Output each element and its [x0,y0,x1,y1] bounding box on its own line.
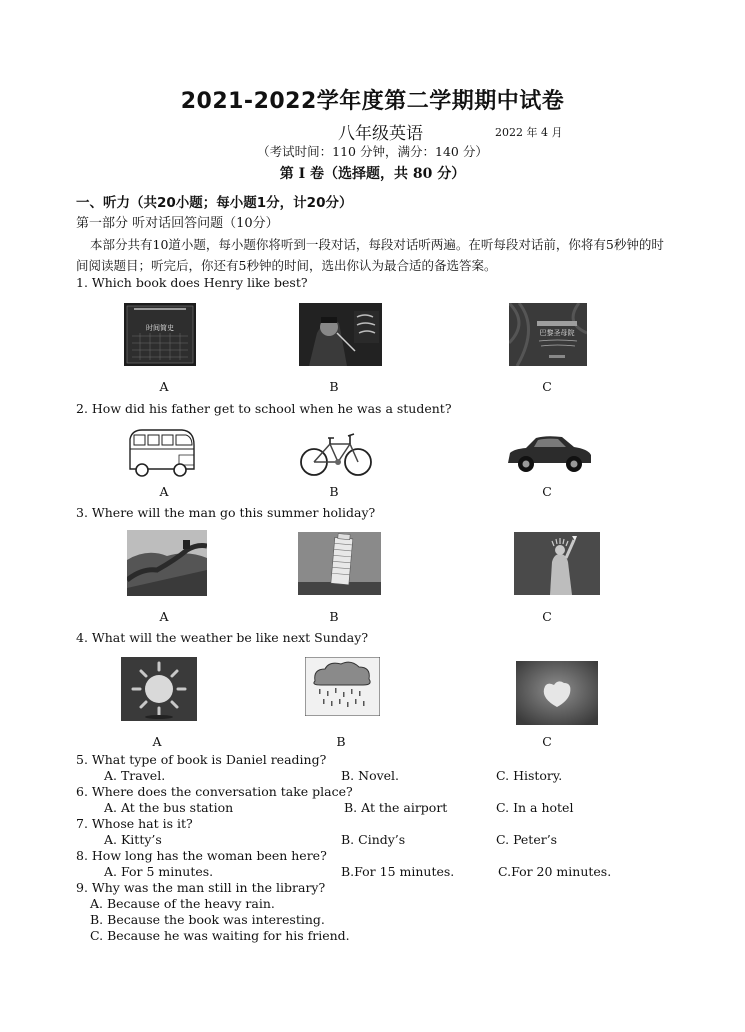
q1-label-b: B [329,379,339,394]
question-9: 9. Why was the man still in the library? [76,880,326,895]
q9-option-a: A. Because of the heavy rain. [90,896,275,911]
car-image [506,431,593,477]
q6-option-b: B. At the airport [344,800,448,815]
q7-option-c: C. Peter’s [496,832,558,847]
q4-label-c: C [542,734,552,749]
q9-option-b: B. Because the book was interesting. [90,912,325,927]
question-1: 1. Which book does Henry like best? [76,275,308,290]
q6-option-a: A. At the bus station [104,800,234,815]
q2-label-b: B [329,484,339,499]
q3-label-a: A [159,609,169,624]
rain-cloud-image [305,657,380,716]
bicycle-image [298,424,374,478]
sun-image [121,657,197,721]
history-book-cover-title: 时间简史 [146,324,174,332]
section-heading: 一、听力（共20小题；每小题1分，计20分） [76,195,353,211]
part-title: 第一部分 听对话回答问题（10分） [76,216,279,231]
volume-heading: 第 I 卷（选择题，共 80 分） [279,166,466,182]
question-6: 6. Where does the conversation take place? [76,784,353,799]
question-5: 5. What type of book is Daniel reading? [76,752,327,767]
q8-option-a: A. For 5 minutes. [104,864,214,879]
q7-option-b: B. Cindy’s [341,832,406,847]
exam-subtitle: 八年级英语 [338,124,423,144]
question-3: 3. Where will the man go this summer holiday? [76,505,376,520]
q3-label-b: B [329,609,339,624]
q2-label-a: A [159,484,169,499]
question-8: 8. How long has the woman been here? [76,848,327,863]
q6-option-c: C. In a hotel [496,800,574,815]
q7-option-a: A. Kitty’s [104,832,162,847]
q5-option-a: A. Travel. [104,768,166,783]
notre-dame-cover-title: 巴黎圣母院 [539,329,575,337]
q5-option-b: B. Novel. [341,768,400,783]
q9-option-c: C. Because he was waiting for his friend. [90,928,350,943]
q4-label-a: A [152,734,162,749]
exam-info: （考试时间：110 分钟，满分：140 分） [257,144,488,159]
exam-title: 2021-2022学年度第二学期期中试卷 [180,89,565,114]
q4-label-b: B [336,734,346,749]
bus-image [124,425,198,481]
question-4: 4. What will the weather be like next Sunday? [76,630,369,645]
great-wall-image [127,530,207,596]
q5-option-c: C. History. [496,768,563,783]
statue-of-liberty-image [514,532,600,595]
q8-option-b: B.For 15 minutes. [341,864,455,879]
cloud-image [516,661,598,725]
q1-label-a: A [159,379,169,394]
notre-dame-book-image [509,303,587,366]
harry-potter-image [299,303,382,366]
q8-option-c: C.For 20 minutes. [498,864,612,879]
question-2: 2. How did his father get to school when he was a student? [76,401,452,416]
q1-label-c: C [542,379,552,394]
exam-date: 2022 年 4 月 [495,126,563,139]
instructions: 本部分共有10道小题，每小题你将听到一段对话，每段对话听两遍。在听每段对话前，你将有5秒钟的时间阅读题目；听完后，你还有5秒钟的时间，选出你认为最合适的备选答案。 [76,237,664,273]
q2-label-c: C [542,484,552,499]
leaning-tower-image [298,532,381,595]
history-book-image [124,303,196,366]
question-7: 7. Whose hat is it? [76,816,193,831]
q3-label-c: C [542,609,552,624]
